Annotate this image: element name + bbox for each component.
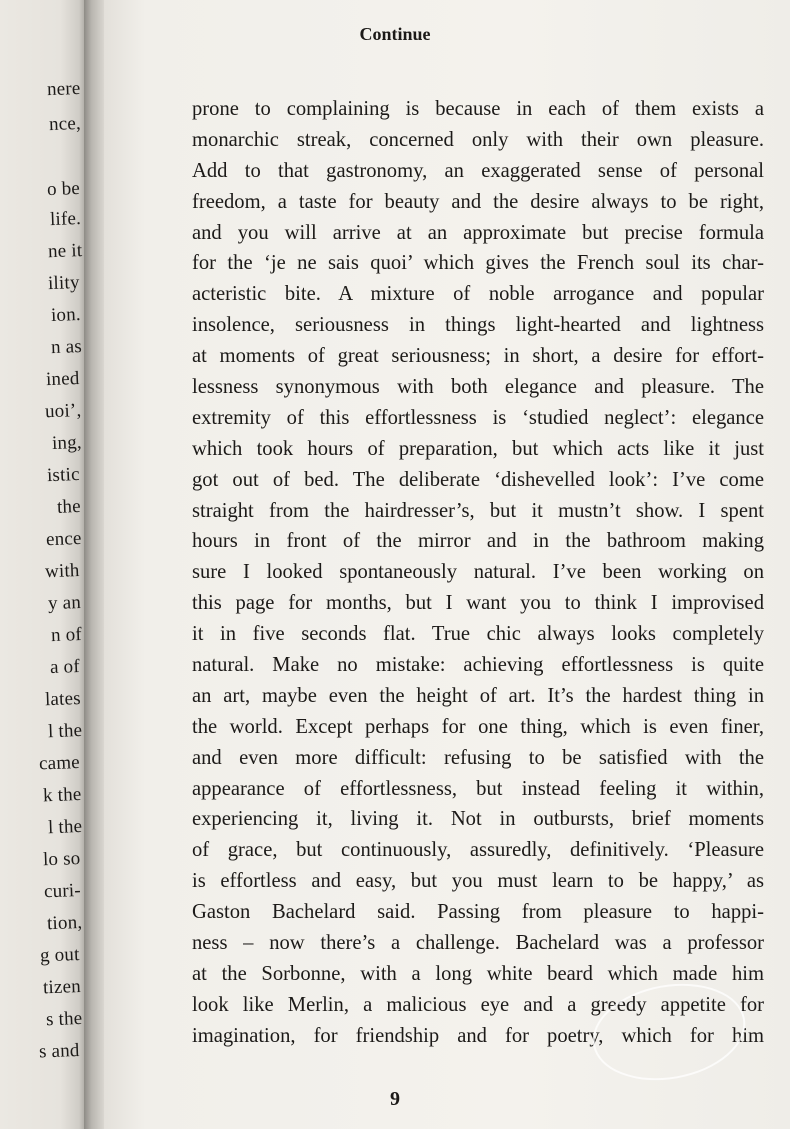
body-line: and even more difficult: refusing to be satisfied with the [192,746,764,769]
body-line: it in five seconds flat. True chic always looks completely [192,623,764,646]
left-page-fragment: n of [50,624,83,647]
running-head: Continue [359,24,431,44]
body-line: monarchic streak, concerned only with their own pleasure. [192,128,764,151]
body-line: of grace, but continuously, assuredly, definitively. ‘Pleasure [192,839,764,862]
body-line: and you will arrive at an approximate but precise formula [192,221,764,244]
left-page-fragment: k the [42,784,82,807]
left-page-fragment: ion. [50,304,82,327]
left-page-fragment: ence [46,528,83,551]
body-line: look like Merlin, a malicious eye and a greedy appetite for [192,993,764,1016]
left-page-fragment: l the [47,816,83,839]
left-page-fragment: nce, [48,113,82,136]
body-line: ness – now there’s a challenge. Bachelard was a professor [192,932,764,955]
left-page-fragment: g out [40,944,81,967]
left-page-fragment: uoi’, [44,400,82,423]
body-line: prone to complaining is because in each of them exists a [192,98,764,120]
left-page-fragment: y an [47,592,82,615]
left-page-fragment: o be [46,178,81,201]
left-page-fragment: ility [48,272,81,295]
book-gutter [84,0,106,1129]
body-line: is effortless and easy, but you must learn to be happy,’ as [192,870,764,893]
left-page-fragment: with [45,560,81,583]
body-line: freedom, a taste for beauty and the desire always to be right, [192,190,764,213]
body-line: experiencing it, living it. Not in outbursts, brief moments [192,808,764,831]
body-line: acteristic bite. A mixture of noble arrogance and popular [192,283,764,306]
body-line: sure I looked spontaneously natural. I’ve been working on [192,561,764,584]
left-page-fragment: the [56,496,82,518]
left-page-fragment: l the [47,720,83,743]
left-page-fragment: tion, [46,912,83,935]
left-page-fragment: ing, [51,432,83,455]
left-page-fragment: ne it [47,240,83,263]
body-line: at moments of great seriousness; in short, a desire for effort- [192,345,764,368]
left-page-fragment: istic [46,464,81,487]
left-page-fragment: ined [46,368,81,391]
left-page-fragment: lates [44,688,82,711]
body-line: straight from the hairdresser’s, but it mustn’t show. I spent [192,499,764,522]
body-line: imagination, for friendship and for poetry, which for him [192,1024,764,1047]
body-line: Gaston Bachelard said. Passing from pleasure to happi- [192,901,764,924]
body-line: hours in front of the mirror and in the bathroom making [192,530,764,553]
body-line: appearance of effortlessness, but instead feeling it within, [192,777,764,800]
left-page-fragment: life. [49,208,82,231]
body-line: extremity of this effortlessness is ‘studied neglect’: elegance [192,406,764,429]
left-page-fragment: tizen [42,976,82,999]
left-page [0,0,86,1129]
page-number: 9 [390,1088,400,1110]
body-line: for the ‘je ne sais quoi’ which gives the French soul its char- [192,252,764,275]
body-line: this page for months, but I want you to think I improvised [192,592,764,615]
body-text [192,94,764,1052]
left-page-fragment: a of [49,656,81,679]
body-line: natural. Make no mistake: achieving effortlessness is quite [192,654,764,677]
left-page-fragment: s the [45,1008,83,1031]
left-page-fragment: curi- [43,880,82,903]
left-page-fragment: s and [39,1040,81,1063]
body-line: an art, maybe even the height of art. It’s the hardest thing in [192,684,764,707]
body-line: which took hours of preparation, but which acts like it just [192,437,764,460]
body-line: Add to that gastronomy, an exaggerated sense of personal [192,159,764,182]
left-page-fragment: came [38,752,81,775]
left-page-fragment: n as [50,336,83,359]
left-page-fragment: nere [46,78,81,101]
body-line: lessness synonymous with both elegance and pleasure. The [192,376,764,399]
body-line: the world. Except perhaps for one thing, which is even finer, [192,715,764,738]
body-line: insolence, seriousness in things light-hearted and lightness [192,314,764,337]
body-line: got out of bed. The deliberate ‘dishevelled look’: I’ve come [192,468,764,491]
left-page-fragment: lo so [42,848,81,871]
body-line: at the Sorbonne, with a long white beard which made him [192,962,764,985]
